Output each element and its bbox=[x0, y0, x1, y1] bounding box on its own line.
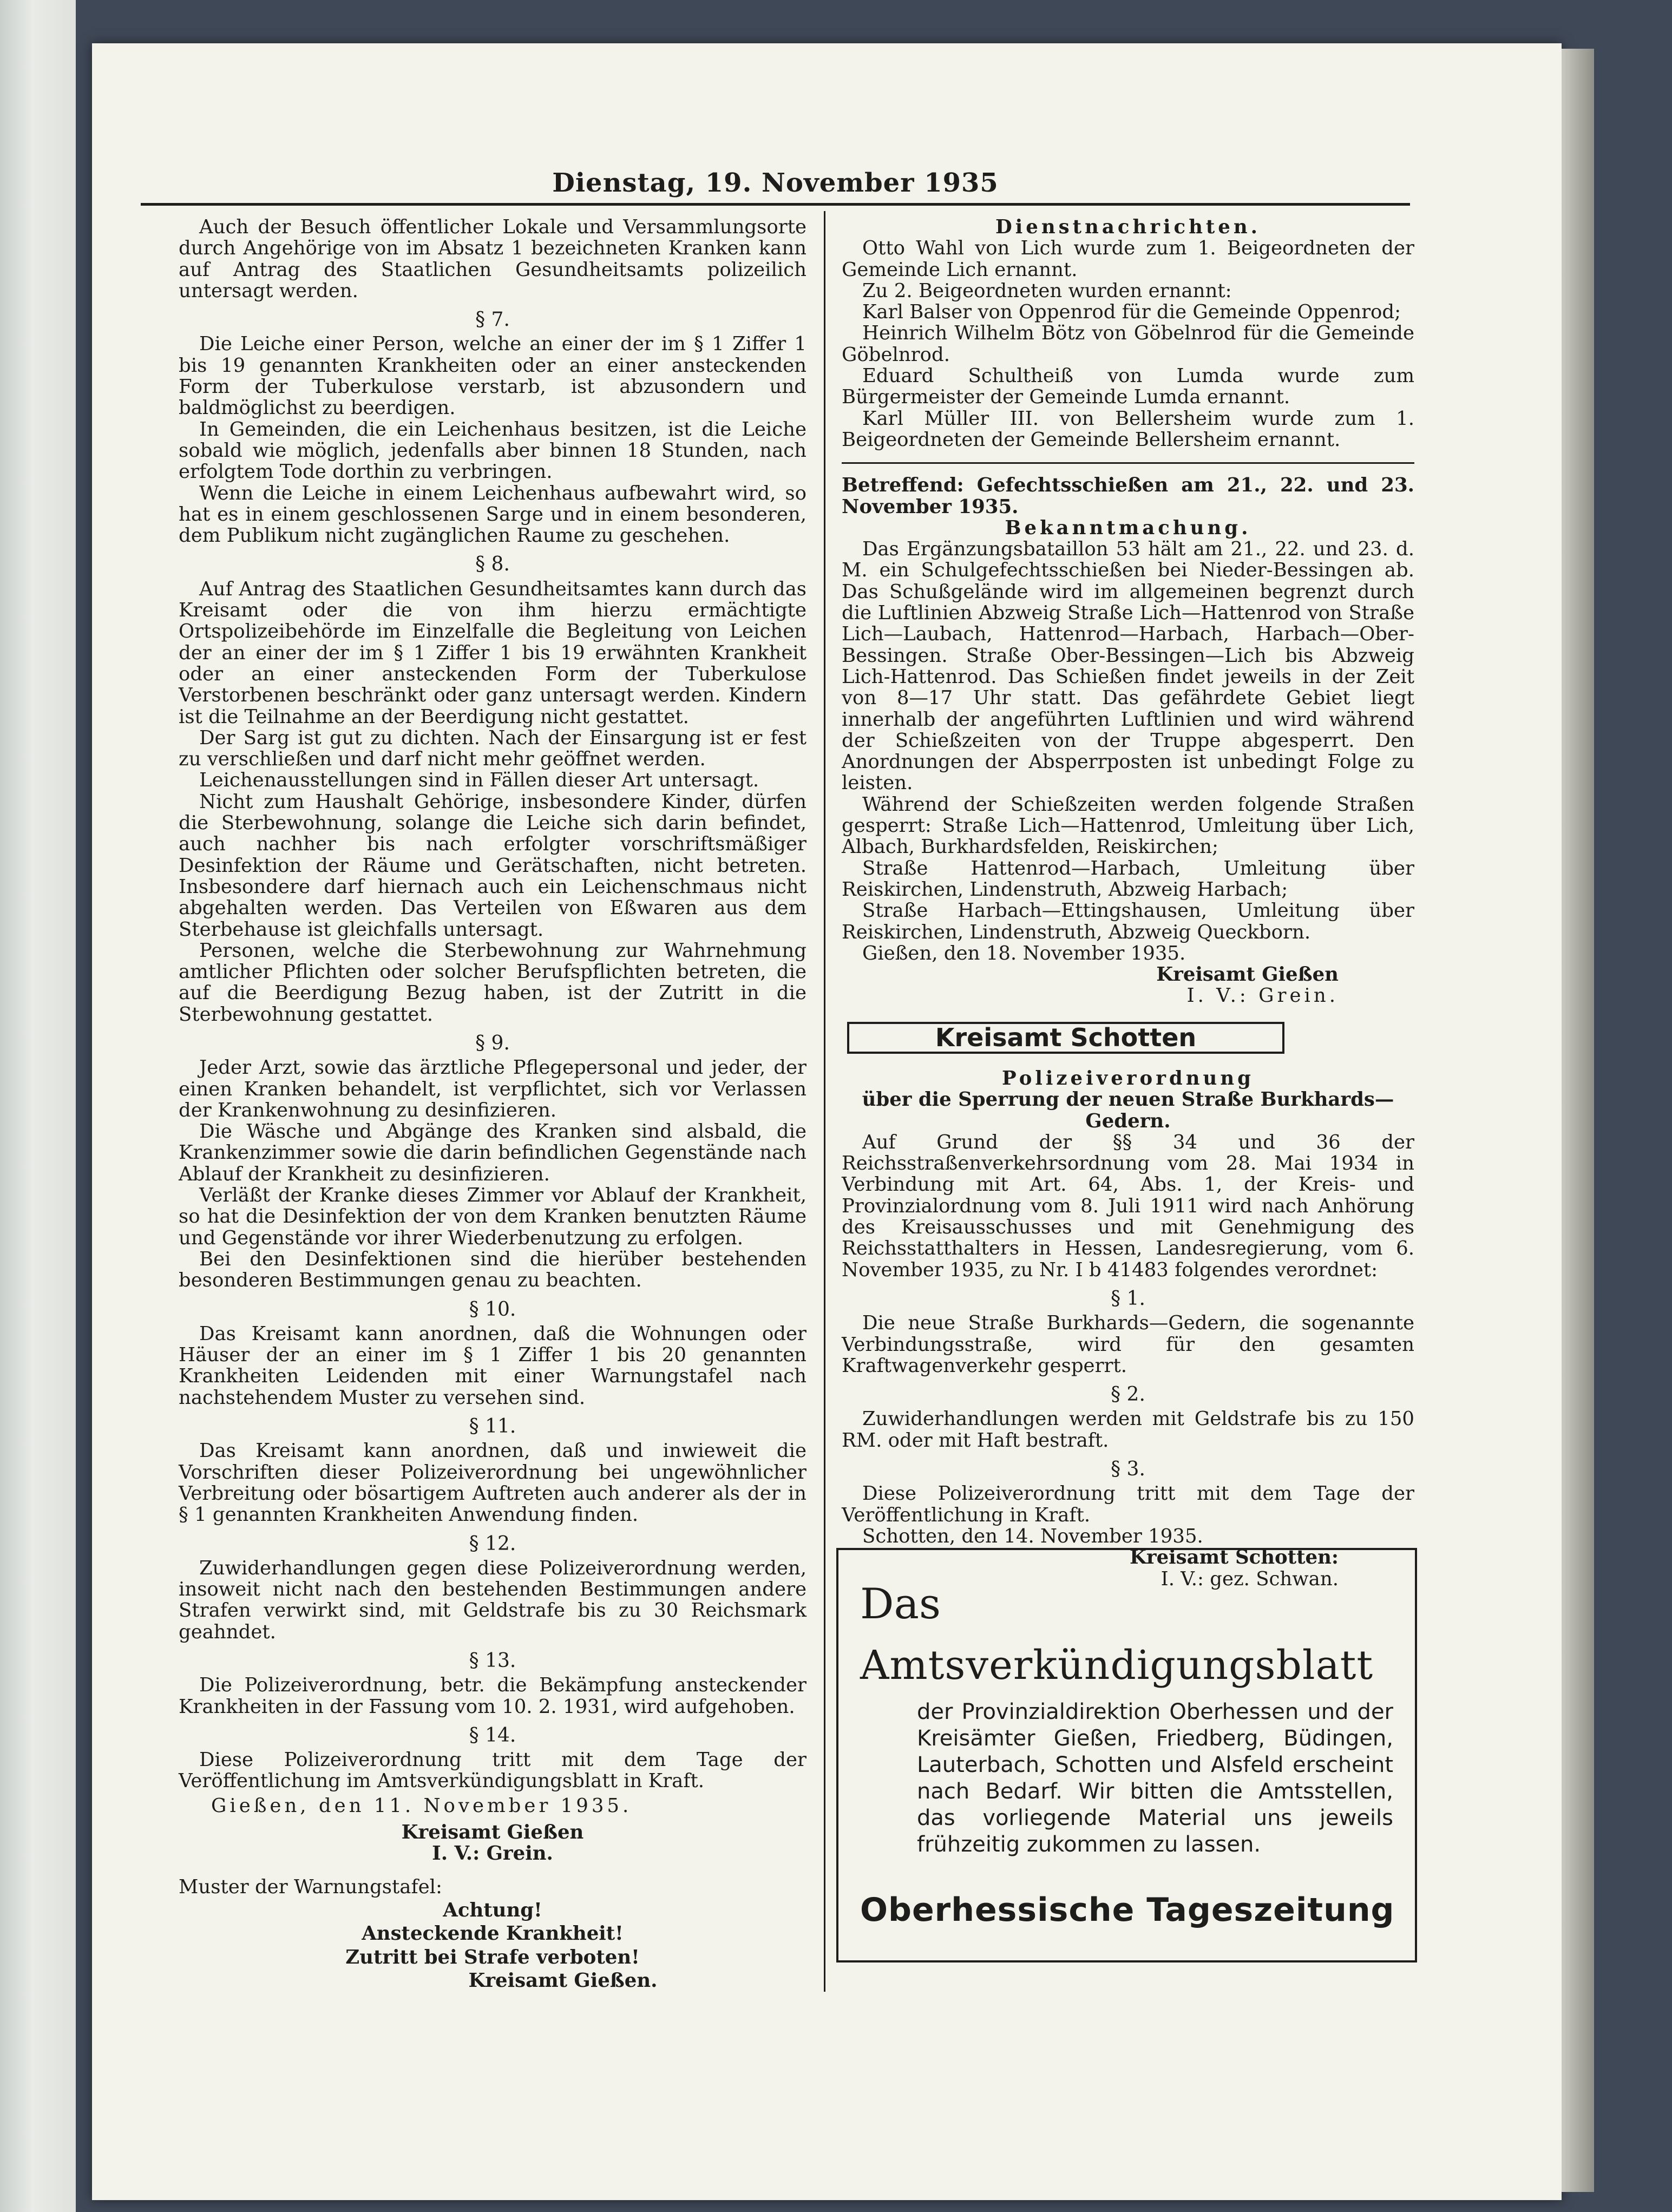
paragraph: Das Kreisamt kann anordnen, daß und inwieweit die Vorschriften dieser Polizeiverordnung bei ungewöhnlicher Verbreitung oder bösartigem Auftreten auch anderer als der in § 1 genannten Krankheiten Anwendung finden. bbox=[179, 1440, 807, 1526]
paragraph: Otto Wahl von Lich wurde zum 1. Beigeordneten der Gemeinde Lich ernannt. bbox=[842, 237, 1414, 281]
paragraph: Der Sarg ist gut zu dichten. Nach der Einsargung ist er fest zu verschließen und darf nicht mehr geöffnet werden. bbox=[179, 726, 807, 771]
page-title: Dienstag, 19. November 1935 bbox=[552, 168, 999, 198]
section-title: Bekanntmachung. bbox=[1005, 516, 1251, 539]
paragraph: In Gemeinden, die ein Leichenhaus besitzen, ist die Leiche sobald wie möglich, jedenfalls aber binnen 18 Stunden, nach erfolgtem Tode dorthin zu verbringen. bbox=[179, 418, 807, 483]
paragraph: Nicht zum Haushalt Gehörige, insbesondere Kinder, dürfen die Sterbewohnung, solange die Leiche sich darin befindet, auch nachher bis nach erfolgter vorschriftsmäßiger Desinfektion der Räume und Gerätschaften, nicht betreten. Insbesondere darf hiernach auch ein Leichenschmaus nicht abgehalten werden. Das Verteilen von Eßwaren aus dem Sterbehause ist gleichfalls untersagt. bbox=[179, 790, 807, 941]
warning-line: Achtung! bbox=[443, 1899, 542, 1921]
section-heading: § 9. bbox=[475, 1032, 510, 1054]
section-heading: § 7. bbox=[475, 309, 510, 331]
signature-date: Schotten, den 14. November 1935. bbox=[862, 1525, 1203, 1547]
paragraph: Heinrich Wilhelm Bötz von Göbelnrod für die Gemeinde Göbelnrod. bbox=[842, 322, 1414, 366]
right-column bbox=[842, 216, 1414, 1590]
paragraph: Die Wäsche und Abgänge des Kranken sind alsbald, die Krankenzimmer sowie die darin befindlichen Gegenstände nach Ablauf der Krankheit zu desinfizieren. bbox=[179, 1120, 807, 1185]
paragraph: Auf Grund der §§ 34 und 36 der Reichsstraßenverkehrsordnung vom 28. Mai 1934 in Verbindung mit Art. 64, Abs. 1, der Kreis- und Provinzialordnung vom 8. Juli 1911 wird nach Anhörung des Kreisausschusses und mit Genehmigung des Reichsstatthalters in Hessen, Landesregierung, vom 6. November 1935, zu Nr. I b 41483 folgendes verordnet: bbox=[842, 1131, 1414, 1281]
section-rule bbox=[842, 462, 1414, 464]
section-heading: § 8. bbox=[475, 553, 510, 576]
kreisamt-box-title: Kreisamt Schotten bbox=[847, 1022, 1284, 1054]
ad-heading-title: Amtsverkündigungsblatt bbox=[860, 1642, 1374, 1689]
signature-name: I. V.: Grein. bbox=[1186, 984, 1339, 1007]
header-rule bbox=[141, 203, 1410, 206]
paragraph: Wenn die Leiche in einem Leichenhaus aufbewahrt wird, so hat es in einem geschlossenen Sarge und in einem besonderen, dem Publikum nicht zugänglichen Raume zu geschehen. bbox=[179, 482, 807, 547]
paragraph: Zu 2. Beigeordneten wurden ernannt: bbox=[862, 279, 1232, 302]
paragraph: Karl Balser von Oppenrod für die Gemeinde Oppenrod; bbox=[862, 301, 1401, 324]
paragraph: Eduard Schultheiß von Lumda wurde zum Bürgermeister der Gemeinde Lumda ernannt. bbox=[842, 365, 1414, 409]
section-heading: § 10. bbox=[469, 1298, 516, 1321]
paragraph: Das Kreisamt kann anordnen, daß die Wohnungen oder Häuser der an einer im § 1 Ziffer 1 bis 20 genannten Krankheiten Leidenden mit einer Warnungstafel nach nachstehendem Muster zu versehen sind. bbox=[179, 1322, 807, 1409]
section-title: Polizeiverordnung bbox=[1002, 1067, 1254, 1089]
section-heading: § 12. bbox=[469, 1532, 516, 1555]
section-subtitle: über die Sperrung der neuen Straße Burkhards—Gedern. bbox=[862, 1088, 1394, 1132]
paragraph: Karl Müller III. von Bellersheim wurde zum 1. Beigeordneten der Gemeinde Bellersheim ernannt. bbox=[842, 407, 1414, 451]
ad-newspaper-name: Oberhessische Tageszeitung bbox=[860, 1891, 1395, 1929]
page-edge bbox=[1562, 49, 1594, 2192]
section-heading: § 13. bbox=[469, 1650, 516, 1672]
paragraph: Die Polizeiverordnung, betr. die Bekämpfung ansteckender Krankheiten in der Fassung vom 10. 2. 1931, wird aufgehoben. bbox=[179, 1674, 807, 1718]
ad-heading-das: Das bbox=[860, 1580, 941, 1629]
muster-label: Muster der Warnungstafel: bbox=[179, 1875, 442, 1898]
paragraph: Personen, welche die Sterbewohnung zur Wahrnehmung amtlicher Pflichten oder solcher Berufspflichten betreten, die auf die Beerdigung Bezug haben, ist der Zutritt in die Sterbewohnung gestattet. bbox=[179, 939, 807, 1026]
signature-office: Kreisamt Gießen bbox=[1156, 963, 1339, 986]
column-divider bbox=[824, 211, 825, 1992]
section-heading: § 11. bbox=[469, 1415, 516, 1438]
book-spine bbox=[0, 0, 76, 2212]
subject-line: Betreffend: Gefechtsschießen am 21., 22. und 23. November 1935. bbox=[842, 474, 1414, 518]
warning-line: Ansteckende Krankheit! bbox=[362, 1922, 624, 1945]
ad-body-text: der Provinzialdirektion Oberhessen und der Kreisämter Gießen, Friedberg, Büdingen, Lauterbach, Schotten und Alsfeld erscheint nach Bedarf. Wir bitten die Amtsstellen, das vorliegende Material uns jeweils frühzeitig zukommen zu lassen. bbox=[917, 1699, 1393, 1857]
paragraph: Auf Antrag des Staatlichen Gesundheitsamtes kann durch das Kreisamt oder die von ihm hierzu ermächtigte Ortspolizeibehörde im Einzelfalle die Begleitung von Leichen der an einer der im § 1 Ziffer 1 bis 19 erwähnten Krankheit oder an einer ansteckenden Form der Tuberkulose Verstorbenen beschränkt oder ganz untersagt werden. Kindern ist die Teilnahme an der Beerdigung nicht gestattet. bbox=[179, 577, 807, 728]
signature-office: Kreisamt Gießen bbox=[401, 1821, 584, 1844]
section-heading: § 2. bbox=[1111, 1383, 1145, 1406]
paragraph: Jeder Arzt, sowie das ärztliche Pflegepersonal und jeder, der einen Kranken behandelt, ist verpflichtet, sich vor Verlassen der Krankenwohnung zu desinfizieren. bbox=[179, 1056, 807, 1121]
section-heading: § 3. bbox=[1111, 1458, 1145, 1481]
paragraph: Auch der Besuch öffentlicher Lokale und Versammlungsorte durch Angehörige von im Absatz 1 bezeichneten Kranken kann auf Antrag des Staatlichen Gesundheitsamts polizeilich untersagt werden. bbox=[179, 216, 807, 302]
paragraph: Die neue Straße Burkhards—Gedern, die sogenannte Verbindungsstraße, wird für den gesamten Kraftwagenverkehr gesperrt. bbox=[842, 1312, 1414, 1377]
paragraph: Zuwiderhandlungen gegen diese Polizeiverordnung werden, insoweit nicht nach den bestehenden Bestimmungen andere Strafen verwirkt sind, mit Geldstrafe bis zu 30 Reichsmark geahndet. bbox=[179, 1557, 807, 1643]
paragraph: Verläßt der Kranke dieses Zimmer vor Ablauf der Krankheit, so hat die Desinfektion der von dem Kranken benutzten Räume und Gegenstände vor ihrer Wiederbenutzung zu erfolgen. bbox=[179, 1184, 807, 1249]
page-header bbox=[141, 135, 1410, 200]
paragraph: Die Leiche einer Person, welche an einer der im § 1 Ziffer 1 bis 19 genannten Krankheiten oder an einer ansteckenden Form der Tuberkulose verstarb, ist abzusondern und baldmöglichst zu beerdigen. bbox=[179, 333, 807, 419]
section-heading: § 1. bbox=[1111, 1287, 1145, 1310]
signature-name: I. V.: gez. Schwan. bbox=[1160, 1567, 1339, 1590]
section-title: Dienstnachrichten. bbox=[995, 216, 1261, 238]
left-column bbox=[179, 216, 807, 1993]
signature-name: I. V.: Grein. bbox=[432, 1842, 553, 1865]
paragraph: Leichenausstellungen sind in Fällen dieser Art untersagt. bbox=[199, 769, 759, 792]
section-heading: § 14. bbox=[469, 1724, 516, 1747]
paragraph: Das Ergänzungsbataillon 53 hält am 21., 22. und 23. d. M. ein Schulgefechtsschießen bei Nieder-Bessingen ab. Das Schußgelände wird im allgemeinen begrenzt durch die Luftlinien Abzweig Straße Lich—Hattenrod von Straße Lich—Laubach, Hattenrod—Harbach, Harbach—Ober-Bessingen. Straße Ober-Bessingen—Lich bis Abzweig Lich-Hattenrod. Das Schießen findet jeweils in der Zeit von 8—17 Uhr statt. Das gefährdete Gebiet liegt innerhalb der angeführten Luftlinien und wird während der Schießzeiten von der Truppe abgesperrt. Den Anordnungen der Absperrposten ist unbedingt Folge zu leisten. bbox=[842, 538, 1414, 795]
paragraph: Diese Polizeiverordnung tritt mit dem Tage der Veröffentlichung im Amtsverkündigungsblatt in Kraft. bbox=[179, 1749, 807, 1793]
paragraph: Zuwiderhandlungen werden mit Geldstrafe bis zu 150 RM. oder mit Haft bestraft. bbox=[842, 1408, 1414, 1452]
warning-signature: Kreisamt Gießen. bbox=[468, 1969, 658, 1992]
paragraph: Während der Schießzeiten werden folgende Straßen gesperrt: Straße Lich—Hattenrod, Umleitung über Lich, Albach, Burkhardsfelden, Reiskirchen; bbox=[842, 793, 1414, 858]
advertisement-box bbox=[836, 1548, 1417, 1962]
signature-date: Gießen, den 11. November 1935. bbox=[211, 1794, 632, 1817]
paragraph: Bei den Desinfektionen sind die hierüber bestehenden besonderen Bestimmungen genau zu beachten. bbox=[179, 1248, 807, 1292]
signature-date: Gießen, den 18. November 1935. bbox=[862, 942, 1186, 964]
warning-line: Zutritt bei Strafe verboten! bbox=[345, 1946, 640, 1968]
signature-office: Kreisamt Schotten: bbox=[1130, 1546, 1339, 1569]
paragraph: Diese Polizeiverordnung tritt mit dem Tage der Veröffentlichung in Kraft. bbox=[842, 1482, 1414, 1526]
paragraph: Straße Hattenrod—Harbach, Umleitung über Reiskirchen, Lindenstruth, Abzweig Harbach; bbox=[842, 857, 1414, 901]
paragraph: Straße Harbach—Ettingshausen, Umleitung über Reiskirchen, Lindenstruth, Abzweig Queckborn. bbox=[842, 900, 1414, 943]
